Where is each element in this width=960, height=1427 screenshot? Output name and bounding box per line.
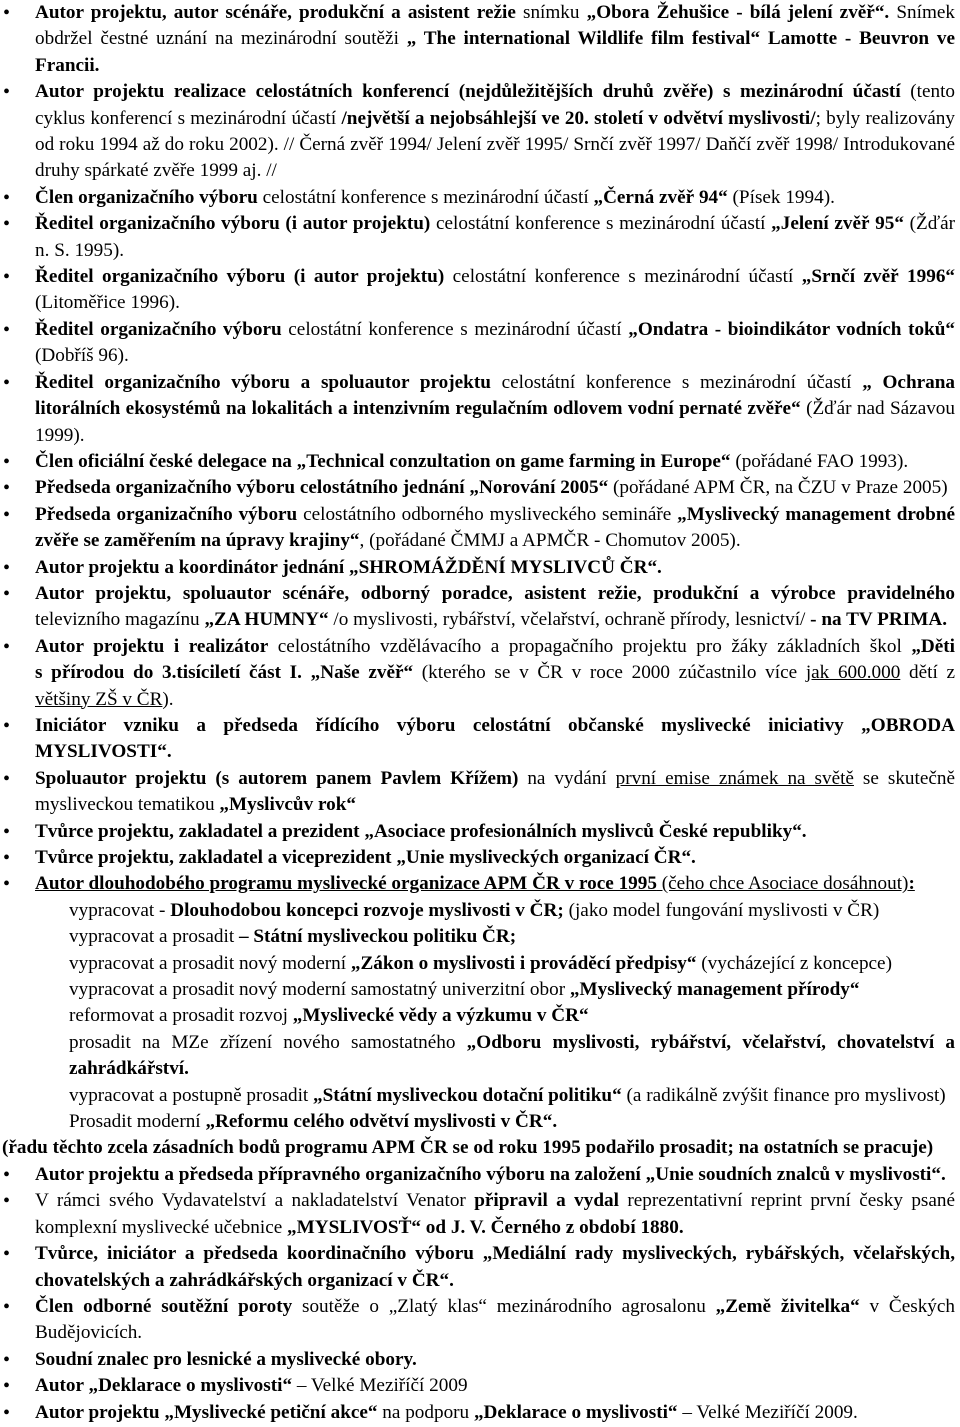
bullet-marker: [3, 185, 10, 211]
list-item: [0, 819, 955, 845]
bold-text-run: „Myslivecký management drobné: [677, 503, 956, 525]
program-point: [0, 1083, 955, 1109]
bold-text-run: Spoluautor projektu (s autorem panem Pavlem Křížem): [35, 767, 519, 789]
bullet-marker: [3, 211, 10, 237]
text-line: [69, 951, 955, 977]
bullet-marker: [3, 766, 10, 792]
bullet-marker: [3, 1400, 10, 1426]
bullet-marker: [3, 634, 10, 660]
bold-text-run: Dlouhodobou koncepci rozvoje myslivosti v ČR;: [170, 899, 564, 921]
bold-text-run: „Srnčí zvěř 1996“: [801, 266, 956, 288]
bullet-marker: [3, 555, 10, 581]
text-run: (kterého se v ČR v roce 2000 zúčastnilo více: [413, 662, 806, 684]
text-line: [35, 423, 955, 449]
bold-text-run: zvěře se zaměřením na úpravy krajiny“: [35, 530, 360, 552]
text-run: vypracovat a postupně prosadit: [69, 1084, 314, 1106]
bold-underlined-text-run: Autor dlouhodobého programu myslivecké organizace APM ČR v roce 1995: [35, 873, 657, 895]
text-run: snímku: [515, 2, 587, 23]
text-run: vypracovat a prosadit nový moderní: [69, 952, 351, 974]
text-run: (Písek 1994).: [727, 186, 835, 208]
list-item: [0, 449, 955, 475]
bullet-marker: [3, 845, 10, 871]
bold-text-run: Francii.: [35, 54, 100, 76]
text-line: [35, 581, 955, 607]
bold-text-run: „Myslivecké vědy a výzkumu v ČR“: [292, 1005, 589, 1027]
list-item: [0, 634, 955, 713]
underlined-text-run: první emise známek na světě: [615, 767, 854, 789]
text-line: [2, 1135, 958, 1161]
text-run: (Žďár nad Sázavou: [800, 398, 955, 420]
text-run: (Žďár: [903, 213, 956, 235]
list-item: [0, 1400, 955, 1426]
text-line: [35, 132, 955, 158]
text-line: [35, 26, 955, 52]
text-run: celostátní konference s mezinárodní účastí: [281, 318, 629, 340]
text-run: druhy spárkaté zvěře 1999 aj. //: [35, 160, 277, 182]
bullet-marker: [3, 1188, 10, 1214]
text-run: cyklus konferencí s mezinárodní účastí: [35, 107, 342, 129]
bold-text-run: Předseda organizačního výboru: [35, 503, 298, 525]
bold-text-run: „Jelení zvěř 95“: [771, 213, 904, 235]
program-point: [0, 1030, 955, 1083]
text-line: [35, 343, 955, 369]
text-line: [35, 713, 955, 739]
bold-text-run: „Ondatra - bioindikátor vodních toků“: [628, 318, 955, 340]
bullet-list: [0, 1162, 960, 1426]
list-item: [0, 713, 955, 766]
text-line: [35, 106, 955, 132]
program-point: [0, 977, 955, 1003]
bullet-marker: [3, 79, 10, 105]
text-run: reformovat a prosadit rozvoj: [69, 1005, 293, 1027]
bold-text-run: „Myslivecký management přírody“: [569, 979, 860, 1001]
text-run: (a radikálně zvýšit finance pro myslivost): [621, 1084, 946, 1106]
bold-text-run: Tvůrce, iniciátor a předseda koordinačního výboru „Mediální rady mysliveckých, rybářských, včelařských,: [35, 1243, 955, 1265]
list-item: [0, 871, 955, 897]
text-line: [35, 1215, 955, 1241]
bold-text-run: (řadu těchto zcela zásadních bodů programu APM ČR se od roku 1995 podařilo prosadit; na ostatních se pracuje): [2, 1137, 934, 1159]
text-line: [35, 211, 955, 237]
bold-text-run: „Deklarace o myslivosti“: [473, 1401, 678, 1423]
list-item: [0, 264, 955, 317]
bullet-marker: [3, 475, 10, 501]
list-item: [0, 1162, 955, 1188]
bold-text-run: Ředitel organizačního výboru (i autor projektu): [35, 213, 431, 235]
bullet-marker: [3, 819, 10, 845]
bold-text-run: Iniciátor vzniku a předseda řídícího výboru celostátní občanské myslivecké iniciativy „OBRODA: [35, 714, 955, 736]
list-item: [0, 475, 955, 501]
bullet-marker: [3, 1347, 10, 1373]
bold-text-run: Předseda organizačního výboru celostátního jednání „Norování 2005“: [35, 477, 609, 499]
list-item: [0, 317, 955, 370]
text-run: celostátní konference s mezinárodní účastí: [444, 266, 802, 288]
text-line: [35, 53, 955, 79]
text-run: vypracovat a prosadit: [69, 926, 239, 948]
text-run: , (pořádané ČMMJ a APMČR - Chomutov 2005).: [359, 530, 741, 552]
bold-text-run: Tvůrce projektu, zakladatel a prezident „Asociace profesionálních myslivců České republiky“.: [35, 820, 807, 842]
text-line: [35, 766, 955, 792]
list-item: [0, 845, 955, 871]
bold-text-run: MYSLIVOSTI“.: [35, 741, 172, 763]
bullet-marker: [3, 370, 10, 396]
text-run: (jako model fungování myslivosti v ČR): [563, 899, 880, 921]
program-point: [0, 924, 955, 950]
list-item: [0, 79, 955, 185]
bold-text-run: chovatelských a zahrádkářských organizací v ČR“.: [35, 1269, 454, 1291]
text-line: [35, 1188, 955, 1214]
text-line: [35, 264, 955, 290]
text-run: ).: [162, 688, 174, 710]
bold-text-run: „Zákon o myslivosti i prováděcí předpisy“: [350, 952, 697, 974]
bullet-marker: [3, 1241, 10, 1267]
text-run: (Litoměřice 1996).: [35, 292, 180, 314]
text-line: [69, 924, 955, 950]
list-item: [0, 1373, 955, 1399]
text-run: komplexní myslivecké učebnice: [35, 1216, 288, 1238]
text-line: [35, 845, 955, 871]
text-run: celostátního odborného mysliveckého semináře: [297, 503, 678, 525]
bold-text-run: litorálních ekosystémů na lokalitách a intenzivním regulačním odlovem vodní pernaté zvěře“: [35, 398, 801, 420]
text-line: [35, 792, 955, 818]
text-run: vypracovat a prosadit nový moderní samostatný univerzitní obor: [69, 979, 570, 1001]
bold-text-run: Člen organizačního výboru: [35, 186, 258, 208]
list-item: [0, 555, 955, 581]
list-item: [0, 370, 955, 449]
bold-text-run: Autor projektu a předseda přípravného organizačního výboru na založení „Unie soudních znalců v myslivosti“.: [35, 1163, 946, 1185]
text-line: [35, 370, 955, 396]
text-run: n. S. 1995).: [35, 239, 125, 261]
text-line: [35, 1373, 955, 1399]
bold-text-run: Autor projektu, spoluautor scénáře, odborný poradce, asistent režie, produkční a výrobce pravidelného: [35, 582, 955, 604]
bold-text-run: „Obora Žehušice - bílá jelení zvěř“.: [586, 2, 890, 23]
program-point: [0, 951, 955, 977]
text-line: [35, 1320, 955, 1346]
bold-text-run: „Černá zvěř 94“: [593, 186, 728, 208]
text-line: [35, 449, 955, 475]
text-run: – Velké Meziříčí 2009: [292, 1375, 468, 1397]
list-item: [0, 502, 955, 555]
list-item: [0, 1188, 955, 1241]
bold-text-run: „ZA HUMNY“: [204, 609, 329, 631]
bullet-marker: [3, 713, 10, 739]
text-line: [69, 1003, 955, 1029]
text-line: [69, 898, 955, 924]
bullet-marker: [3, 0, 10, 26]
text-run: mysliveckou tematikou: [35, 794, 220, 816]
text-line: [35, 238, 955, 264]
bold-text-run: připravil a vydal: [474, 1190, 619, 1212]
bullet-marker: [3, 317, 10, 343]
bullet-marker: [3, 1162, 10, 1188]
text-line: [35, 1268, 955, 1294]
list-item: [0, 211, 955, 264]
text-run: na podporu: [377, 1401, 474, 1423]
text-line: [35, 79, 955, 105]
text-line: [35, 290, 955, 316]
bold-text-run: „ The international Wildlife film festival“ Lamotte - Beuvron ve: [406, 28, 955, 50]
bold-text-run: Autor projektu, autor scénáře, produkční a asistent režie: [35, 2, 516, 23]
text-line: [35, 158, 955, 184]
text-run: /o myslivosti, rybářství, včelařství, ochraně přírody, lesnictví/: [328, 609, 811, 631]
text-run: – Velké Meziříčí 2009.: [677, 1401, 858, 1423]
bold-text-run: Autor projektu realizace celostátních konferencí (nejdůležitějších druhů zvěře) s mezinárodní účastí: [35, 81, 901, 103]
text-run: ; byly realizovány: [815, 107, 955, 129]
text-run: v Českých: [859, 1295, 955, 1317]
bullet-marker: [3, 1373, 10, 1399]
bold-text-run: Autor projektu a koordinátor jednání „SHROMÁŽDĚNÍ MYSLIVCŮ ČR“.: [35, 556, 662, 578]
text-line: [35, 396, 955, 422]
text-line: [35, 1294, 955, 1320]
text-line: [35, 1400, 955, 1426]
text-run: celostátní konference s mezinárodní účastí: [430, 213, 772, 235]
text-run: prosadit na MZe zřízení nového samostatného: [69, 1031, 467, 1053]
bullet-marker: [3, 449, 10, 475]
text-line: [35, 819, 955, 845]
program-point: [0, 1109, 955, 1135]
bold-text-run: „Země živitelka“: [715, 1295, 860, 1317]
text-line: [35, 502, 955, 528]
text-line: [35, 185, 955, 211]
text-run: dětí z: [900, 662, 955, 684]
program-point: [0, 898, 955, 924]
underlined-text-run: (čeho chce Asociace dosáhnout): [656, 873, 909, 895]
text-line: [35, 555, 955, 581]
bold-text-run: Autor projektu i realizátor: [35, 635, 269, 657]
text-line: [69, 1083, 955, 1109]
underlined-text-run: jak 600.000: [805, 662, 901, 684]
text-line: [35, 475, 955, 501]
bullet-marker: [3, 871, 10, 897]
bold-text-run: „Děti: [911, 635, 955, 657]
text-line: [35, 634, 955, 660]
text-run: 1999).: [35, 424, 85, 446]
list-item: [0, 581, 955, 634]
text-run: soutěže o „Zlatý klas“ mezinárodního agrosalonu: [292, 1295, 716, 1317]
text-run: se skutečně: [853, 767, 956, 789]
bold-text-run: „Státní mysliveckou dotační politiku“: [313, 1084, 622, 1106]
bold-text-run: Člen oficiální české delegace na „Technical conzultation on game farming in Europe“: [35, 450, 731, 472]
bold-text-run: Ředitel organizačního výboru a spoluautor projektu: [35, 371, 491, 393]
text-line: [35, 687, 955, 713]
text-run: (pořádané FAO 1993).: [730, 450, 909, 472]
bold-text-run: Tvůrce projektu, zakladatel a viceprezident „Unie mysliveckých organizací ČR“.: [35, 847, 696, 868]
bullet-marker: [3, 1294, 10, 1320]
bold-text-run: Autor projektu „Myslivecké petiční akce“: [35, 1401, 378, 1423]
text-run: (vycházející z koncepce): [696, 952, 892, 974]
bold-text-run: „MYSLIVOSŤ“ od J. V. Černého z období 1880.: [287, 1216, 684, 1238]
bold-text-run: zahrádkářství.: [69, 1058, 189, 1080]
bold-text-run: /největší a nejobsáhlejší ve 20. století v odvětví myslivosti/: [341, 107, 816, 129]
note-paragraph: [0, 1135, 958, 1161]
bold-text-run: Ředitel organizačního výboru: [35, 318, 282, 340]
text-run: na vydání: [518, 767, 616, 789]
bullet-marker: [3, 581, 10, 607]
bold-text-run: „ Ochrana: [862, 371, 955, 393]
text-line: [69, 1030, 955, 1056]
text-run: (Dobříš 96).: [35, 345, 129, 367]
list-item: [0, 185, 955, 211]
bold-text-run: Ředitel organizačního výboru (i autor projektu): [35, 266, 445, 288]
text-line: [69, 1056, 955, 1082]
bold-text-run: Soudní znalec pro lesnické a myslivecké obory.: [35, 1348, 417, 1370]
text-line: [35, 660, 955, 686]
bold-underlined-text-run: :: [908, 873, 915, 895]
text-run: V rámci svého Vydavatelství a nakladatelství Venator: [35, 1190, 475, 1212]
text-line: [35, 1241, 955, 1267]
bold-text-run: – Státní mysliveckou politiku ČR;: [238, 926, 517, 948]
bold-text-run: Člen odborné soutěžní poroty: [35, 1295, 293, 1317]
text-run: vypracovat -: [69, 899, 171, 921]
text-run: celostátní konference s mezinárodní účastí: [490, 371, 863, 393]
bold-text-run: - na TV PRIMA.: [810, 609, 947, 631]
text-line: [69, 1109, 955, 1135]
bullet-marker: [3, 502, 10, 528]
bold-text-run: Autor „Deklarace o myslivosti“: [35, 1375, 293, 1397]
text-run: Prosadit moderní: [69, 1111, 206, 1133]
bullet-marker: [3, 264, 10, 290]
text-run: (pořádané APM ČR, na ČZU v Praze 2005): [608, 477, 948, 499]
text-run: od roku 1994 až do roku 2002). // Černá zvěř 1994/ Jelení zvěř 1995/ Srnčí zvěř 1997/ Daňčí zvěř 1998/ Introdukované: [35, 134, 955, 156]
text-line: [35, 0, 955, 26]
text-run: celostátní konference s mezinárodní účastí: [257, 186, 594, 208]
bold-text-run: „Reformu celého odvětví myslivosti v ČR“.: [205, 1111, 558, 1133]
list-item: [0, 1294, 955, 1347]
text-line: [35, 607, 955, 633]
text-run: (tento: [900, 81, 955, 103]
text-line: [35, 1162, 955, 1188]
underlined-text-run: většiny ZŠ v ČR: [35, 688, 163, 710]
list-item: [0, 1241, 955, 1294]
text-line: [35, 528, 955, 554]
text-line: [35, 1347, 955, 1373]
list-item: [0, 0, 955, 79]
list-item: [0, 1347, 955, 1373]
bold-text-run: „Odboru myslivosti, rybářství, včelařství, chovatelství a: [466, 1031, 955, 1053]
bold-text-run: „Myslivcův rok“: [219, 794, 357, 816]
list-item: [0, 766, 955, 819]
bold-text-run: s přírodou do 3.tisíciletí část I. „Naše zvěř“: [35, 662, 414, 684]
text-line: [35, 871, 955, 897]
text-line: [69, 977, 955, 1003]
text-line: [35, 739, 955, 765]
text-run: Snímek: [889, 2, 955, 23]
text-run: celostátního vzdělávacího a propagačního projektu pro žáky základních škol: [268, 635, 912, 657]
text-run: Budějovicích.: [35, 1322, 143, 1344]
text-run: televizního magazínu: [35, 609, 205, 631]
text-run: obdržel čestné uznání na mezinárodní soutěži: [35, 28, 407, 50]
text-run: reprezentativní reprint první česky psané: [618, 1190, 956, 1212]
program-point: [0, 1003, 955, 1029]
note-block: [0, 1135, 960, 1161]
text-line: [35, 317, 955, 343]
